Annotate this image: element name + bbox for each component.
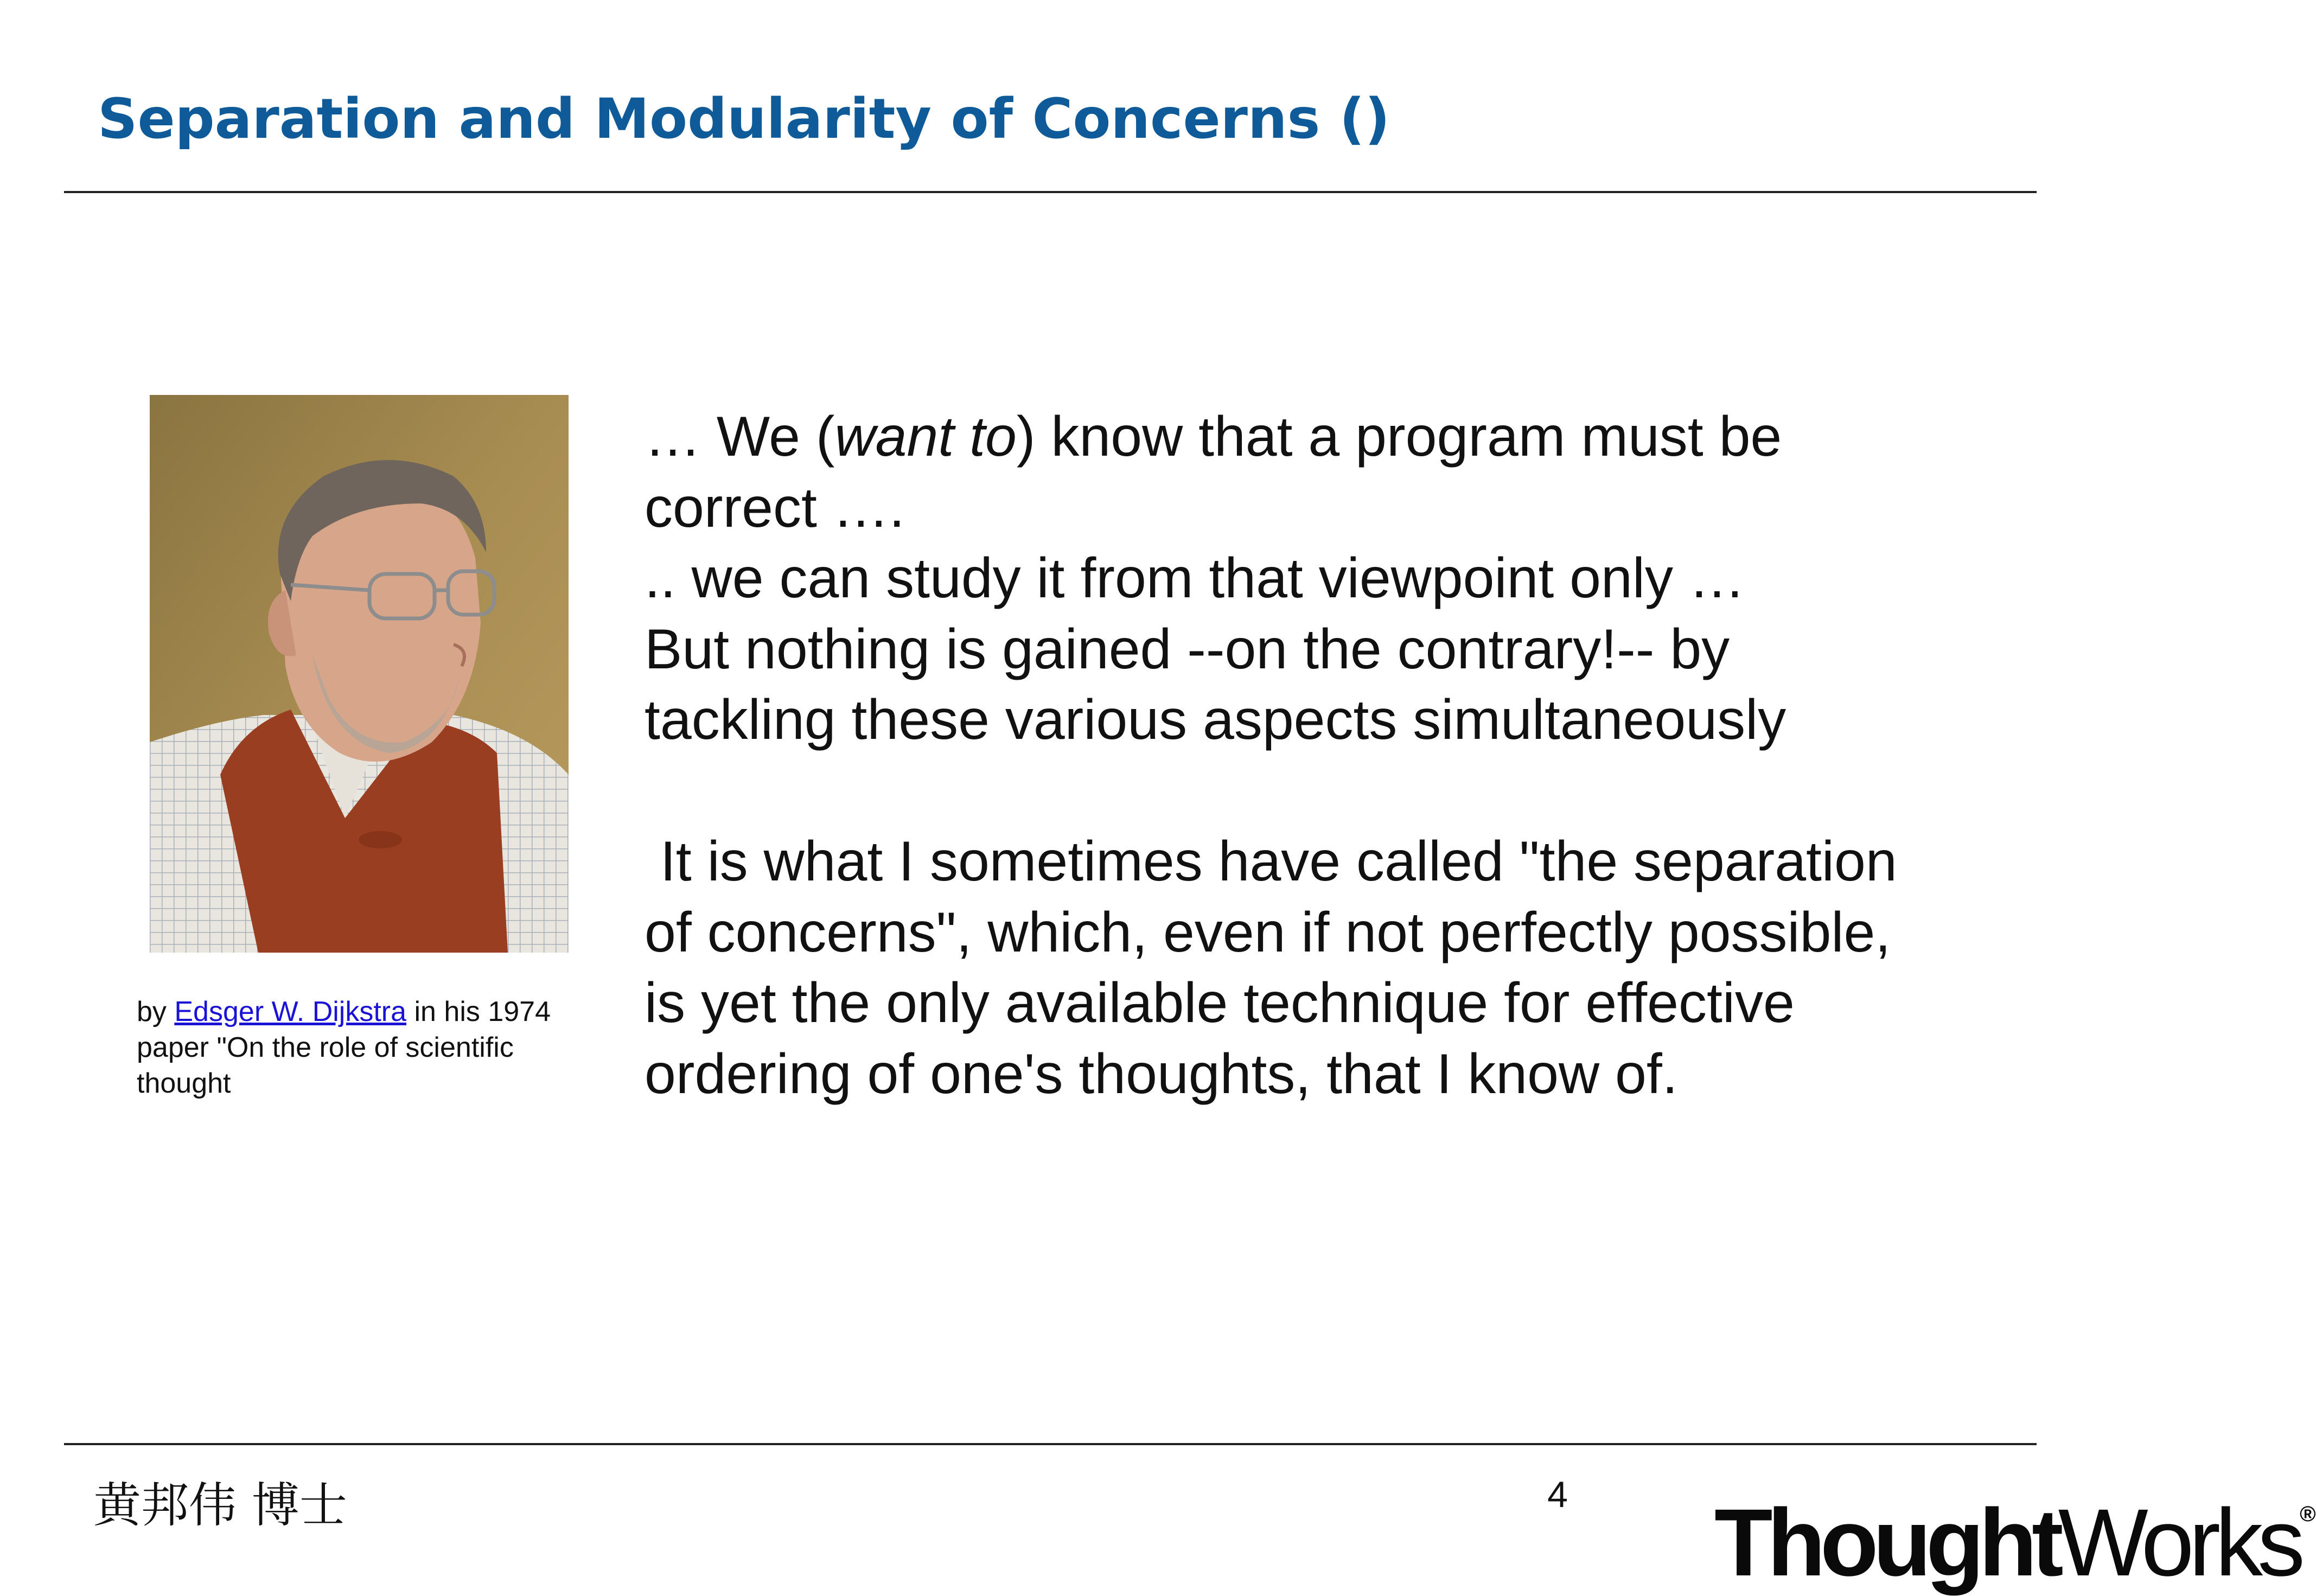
- logo-bold: Thought: [1714, 1490, 2058, 1596]
- slide-title: Separation and Modularity of Concerns (): [98, 87, 1390, 151]
- footer-divider: [64, 1443, 2037, 1445]
- quote-line-2: correct ….: [645, 476, 905, 539]
- paragraph-gap: [645, 756, 1990, 827]
- caption-suffix: in his 1974 paper "On the role of scientific thought: [137, 996, 551, 1099]
- quote-line-1-end: ) know that a program must be: [1016, 405, 1782, 468]
- quote-line-5: tackling these various aspects simultaneously: [645, 688, 1787, 751]
- quote-line-9: ordering of one's thoughts, that I know of.: [645, 1042, 1678, 1106]
- caption-prefix: by: [137, 996, 175, 1027]
- portrait-photo: [150, 395, 569, 953]
- quote-line-6: It is what I sometimes have called "the separation: [645, 830, 1897, 893]
- header-divider: [64, 191, 2037, 193]
- quote-line-8: is yet the only available technique for effective: [645, 972, 1795, 1035]
- dijkstra-link[interactable]: Edsger W. Dijkstra: [174, 996, 407, 1027]
- quote-line-1: [645, 401, 1990, 473]
- logo-light: Works: [2058, 1490, 2300, 1596]
- page-number: 4: [1547, 1474, 1568, 1515]
- photo-caption: [137, 994, 603, 1101]
- quote-line-3: .. we can study it from that viewpoint only …: [645, 547, 1745, 610]
- quote-line-4: But nothing is gained --on the contrary!-- by: [645, 617, 1730, 681]
- footer-author: 黄邦伟 博士: [93, 1477, 347, 1533]
- quote-line-7: of concerns", which, even if not perfectly possible,: [645, 901, 1891, 964]
- dijkstra-quote: [645, 401, 1990, 1109]
- quote-line-1-start: … We (: [645, 405, 835, 468]
- registered-mark: ®: [2300, 1502, 2316, 1526]
- thoughtworks-logo: [1714, 1468, 2316, 1596]
- quote-emphasis: want to: [834, 405, 1017, 468]
